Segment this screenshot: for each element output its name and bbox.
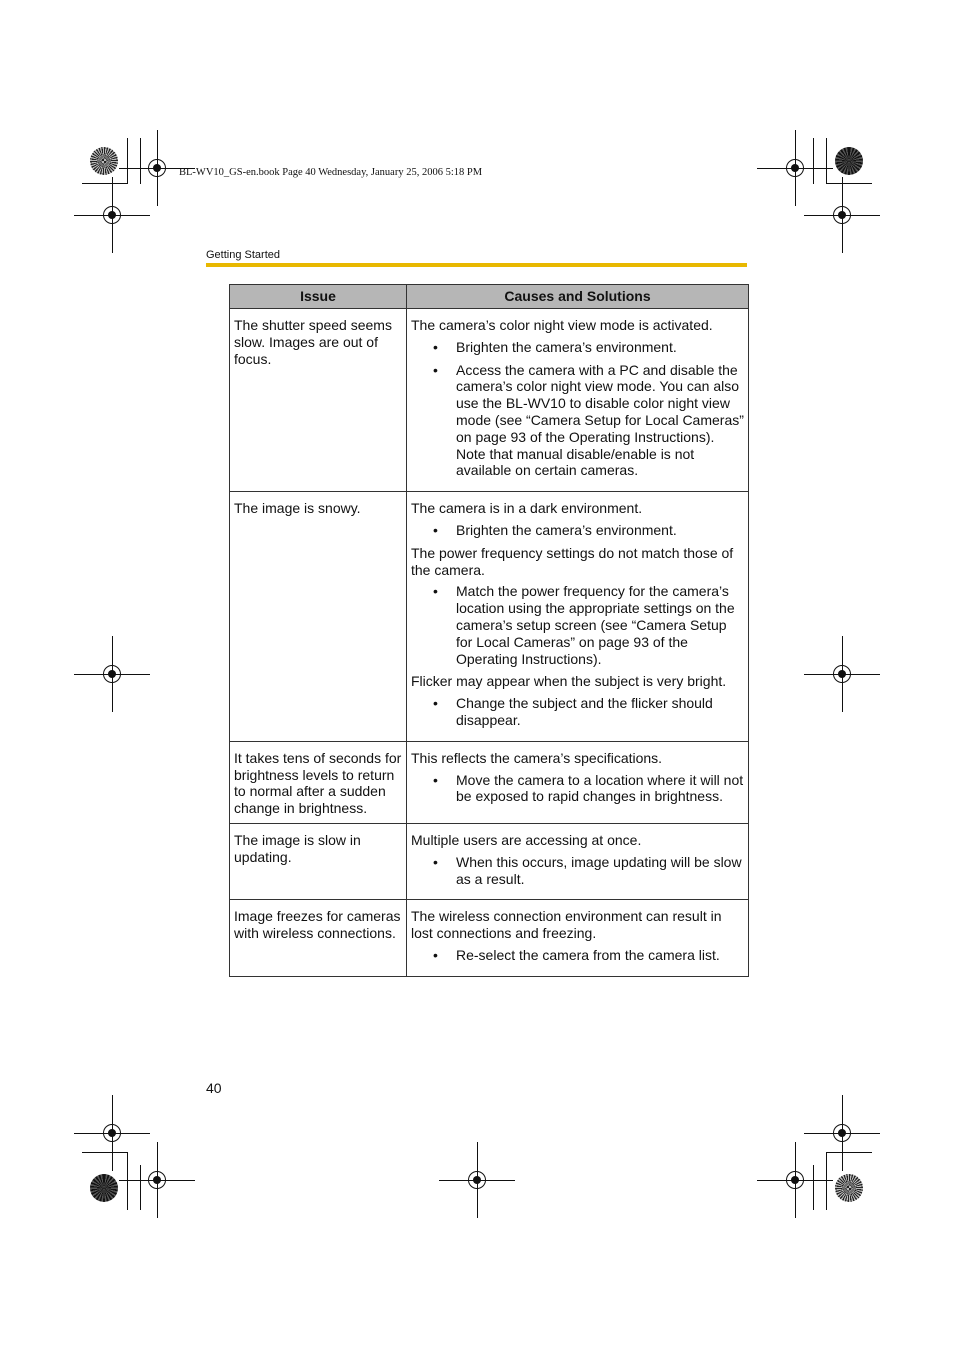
column-header-causes: Causes and Solutions (407, 285, 749, 309)
color-bar-starburst-icon (90, 1174, 118, 1202)
trim-line (826, 183, 872, 184)
cause-text: Multiple users are accessing at once. (411, 831, 642, 848)
bullet-icon: • (433, 695, 438, 712)
trim-line (140, 1165, 141, 1210)
trim-line (813, 1165, 814, 1210)
trim-line (82, 183, 128, 184)
solution-text: Move the camera to a location where it will not be exposed to rapid changes in brightness. (456, 771, 744, 805)
solution-item (411, 947, 744, 964)
column-header-issue: Issue (230, 285, 407, 309)
causes-cell (407, 741, 749, 823)
color-bar-starburst-icon (835, 147, 863, 175)
issue-cell: The shutter speed seems slow. Images are out of focus. (230, 309, 407, 492)
solution-item (411, 522, 744, 539)
solution-list (411, 522, 744, 539)
solution-item (411, 854, 744, 888)
solution-list (411, 583, 744, 667)
solution-list (411, 947, 744, 964)
solution-text: Match the power frequency for the camera’s location using the appropriate settings on the camera’s setup screen (see “Camera Setup for Local Cameras” on page 93 of the Operating Instructions). (456, 583, 735, 667)
solution-text: Brighten the camera’s environment. (456, 338, 677, 355)
solution-text: Brighten the camera’s environment. (456, 521, 677, 538)
color-bar-starburst-icon (835, 1174, 863, 1202)
cause-text: The power frequency settings do not match those of the camera. (411, 544, 734, 578)
solution-text: Re-select the camera from the camera list. (456, 946, 720, 963)
cause-text: Flicker may appear when the subject is very bright. (411, 673, 727, 690)
issue-cell: The image is snowy. (230, 492, 407, 742)
issue-cell: Image freezes for cameras with wireless connections. (230, 900, 407, 976)
running-head: Getting Started (206, 249, 280, 261)
issue-cell: It takes tens of seconds for brightness levels to return to normal after a sudden change in brightness. (230, 741, 407, 823)
header-rule (206, 263, 747, 267)
solution-item (411, 695, 744, 729)
bullet-icon: • (433, 853, 438, 870)
solution-text: When this occurs, image updating will be slow as a result. (456, 853, 742, 887)
solution-item (411, 583, 744, 667)
cause-text: The camera is in a dark environment. (411, 500, 643, 517)
trim-line (82, 1152, 128, 1153)
solution-item (411, 772, 744, 806)
cause-text: The wireless connection environment can result in lost connections and freezing. (411, 908, 722, 942)
trim-line (826, 1152, 827, 1210)
trim-line (127, 1152, 128, 1210)
solution-text: Access the camera with a PC and disable the camera’s color night view mode. You can also use the BL-WV10 to disable color night view mode (see “Camera Setup for Local Cameras” on page 93 of the Operating Instructions). Note that manual disable/enable is not available on certain cameras. (456, 361, 744, 479)
file-header: BL-WV10_GS-en.book Page 40 Wednesday, January 25, 2006 5:18 PM (179, 167, 483, 178)
bullet-icon: • (433, 583, 438, 600)
table-row (230, 492, 749, 742)
trim-line (826, 1152, 872, 1153)
solution-text: Change the subject and the flicker should disappear. (456, 695, 713, 728)
solution-list (411, 772, 744, 806)
page-number: 40 (206, 1080, 222, 1096)
causes-cell (407, 492, 749, 742)
trim-line (813, 138, 814, 184)
causes-cell (407, 900, 749, 976)
cause-text: The camera’s color night view mode is activated. (411, 317, 713, 333)
table-row (230, 900, 749, 976)
bullet-icon: • (433, 521, 438, 538)
table-body (230, 309, 749, 977)
trim-line (140, 138, 141, 184)
color-bar-starburst-icon (90, 147, 118, 175)
trim-line (826, 138, 827, 184)
table-header-row (230, 285, 749, 309)
solution-item (411, 362, 744, 480)
table-row (230, 741, 749, 823)
solution-list (411, 339, 744, 479)
cause-text: This reflects the camera’s specifications. (411, 749, 663, 766)
solution-list (411, 695, 744, 729)
bullet-icon: • (433, 946, 438, 963)
causes-cell (407, 823, 749, 899)
table-row (230, 309, 749, 492)
issue-cell: The image is slow in updating. (230, 823, 407, 899)
table-row (230, 823, 749, 899)
troubleshooting-table (229, 284, 749, 977)
bullet-icon: • (433, 361, 438, 378)
causes-cell (407, 309, 749, 492)
bullet-icon: • (433, 771, 438, 788)
bullet-icon: • (433, 338, 438, 355)
solution-list (411, 854, 744, 888)
trim-line (127, 138, 128, 184)
solution-item (411, 339, 744, 356)
